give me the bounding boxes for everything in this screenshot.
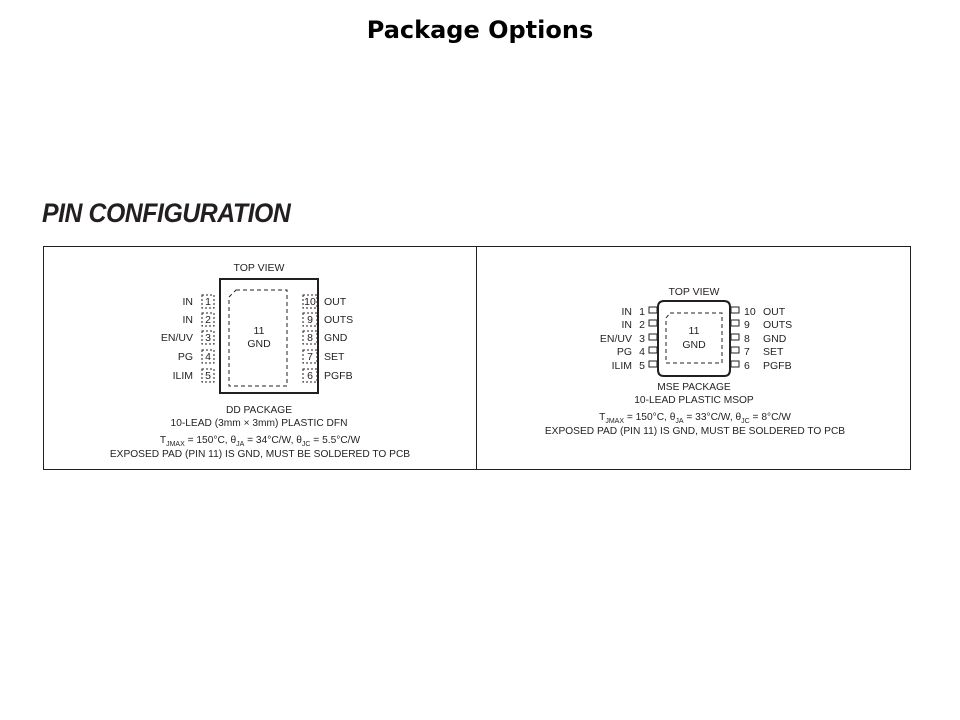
dd-left-pin bbox=[161, 331, 214, 344]
dd-package-description: 10-LEAD (3mm × 3mm) PLASTIC DFN bbox=[170, 418, 348, 429]
dd-top-view-label: TOP VIEW bbox=[233, 262, 285, 274]
dd-pin-name: IN bbox=[182, 314, 193, 326]
mse-pin-name: IN bbox=[621, 319, 632, 331]
mse-left-pin bbox=[612, 360, 657, 372]
dd-pin-name: GND bbox=[324, 332, 348, 344]
dd-pin-name: ILIM bbox=[172, 370, 193, 382]
mse-pin-lead bbox=[649, 307, 657, 313]
dd-right-pin bbox=[303, 313, 353, 326]
mse-package-diagram bbox=[545, 286, 845, 437]
dd-pin-name: OUT bbox=[324, 296, 347, 308]
mse-pin-lead bbox=[649, 320, 657, 326]
mse-pin-number: 6 bbox=[744, 360, 750, 372]
dd-pin-number: 5 bbox=[205, 370, 211, 382]
dd-left-pin bbox=[183, 313, 215, 326]
mse-pin-number: 5 bbox=[639, 360, 645, 372]
mse-pin-name: EN/UV bbox=[599, 333, 632, 345]
mse-pin-name: OUT bbox=[763, 306, 786, 318]
mse-exposed-pad-note: EXPOSED PAD (PIN 11) IS GND, MUST BE SOLDERED TO PCB bbox=[544, 426, 846, 437]
mse-right-pin bbox=[731, 346, 784, 358]
mse-pin-number: 10 bbox=[744, 306, 756, 318]
section-heading: PIN CONFIGURATION bbox=[42, 198, 291, 228]
dd-pin-number: 9 bbox=[307, 314, 313, 326]
mse-pin-number: 1 bbox=[639, 306, 645, 318]
mse-pin-lead bbox=[649, 334, 657, 340]
mse-pad-name: GND bbox=[682, 339, 706, 351]
dd-thermal-specs: $T_{JMAX} = 150^\circ C$, $\theta_{JA} = 34^\circ C/W$, $\theta_{JC} = 5.5^\circ C/W$ bbox=[159, 435, 361, 448]
mse-left-pin bbox=[617, 346, 657, 358]
mse-pin-lead bbox=[649, 361, 657, 367]
mse-right-pin bbox=[731, 333, 787, 345]
dd-pin-number: 2 bbox=[205, 314, 211, 326]
slide-title: Package Options bbox=[366, 16, 594, 44]
mse-pin-name: PGFB bbox=[763, 360, 792, 372]
dd-left-pin bbox=[183, 295, 215, 308]
mse-pin-name: OUTS bbox=[763, 319, 793, 331]
dd-pin-number: 8 bbox=[307, 332, 313, 344]
mse-pin-lead bbox=[649, 347, 657, 353]
mse-pin-number: 4 bbox=[639, 346, 645, 358]
dd-pad-name: GND bbox=[247, 338, 271, 350]
dd-right-pin bbox=[303, 295, 347, 308]
mse-pin-name: ILIM bbox=[611, 360, 632, 372]
dd-pin-name: PG bbox=[177, 351, 193, 363]
mse-thermal-specs: $T_{JMAX} = 150^\circ C$, $\theta_{JA} = 33^\circ C/W$, $\theta_{JC} = 8^\circ C/W$ bbox=[599, 412, 791, 425]
mse-pin-lead bbox=[731, 334, 739, 340]
dd-right-pin bbox=[303, 331, 348, 344]
dd-pin-name: SET bbox=[324, 351, 345, 363]
mse-left-pin bbox=[622, 306, 658, 318]
dd-pad-number: 11 bbox=[253, 325, 265, 337]
mse-pin-lead bbox=[731, 347, 739, 353]
dd-left-pin bbox=[178, 350, 214, 363]
mse-left-pin bbox=[600, 333, 657, 345]
dd-pin-name: IN bbox=[182, 296, 193, 308]
mse-pin-number: 2 bbox=[639, 319, 645, 331]
dd-right-pin bbox=[303, 350, 345, 363]
mse-pin-name: GND bbox=[763, 333, 787, 345]
dd-pin-number: 7 bbox=[307, 351, 313, 363]
mse-pin-lead bbox=[731, 361, 739, 367]
mse-pin-lead bbox=[731, 307, 739, 313]
dd-pin-number: 3 bbox=[205, 332, 211, 344]
dd-exposed-pad-note: EXPOSED PAD (PIN 11) IS GND, MUST BE SOLDERED TO PCB bbox=[109, 449, 411, 460]
mse-pin-name: PG bbox=[616, 346, 632, 358]
mse-right-pin bbox=[731, 306, 786, 318]
mse-exposed-pad-outline bbox=[666, 313, 722, 363]
dd-pin-number: 1 bbox=[205, 296, 211, 308]
dd-pin-name: OUTS bbox=[324, 314, 354, 326]
mse-pin-number: 8 bbox=[744, 333, 750, 345]
mse-top-view-label: TOP VIEW bbox=[668, 286, 720, 298]
mse-pin-number: 9 bbox=[744, 319, 750, 331]
mse-pin-name: SET bbox=[763, 346, 784, 358]
dd-package-name: DD PACKAGE bbox=[225, 405, 293, 416]
dd-pin-number: 6 bbox=[307, 370, 313, 382]
mse-right-pin bbox=[731, 360, 792, 372]
mse-pin-number: 3 bbox=[639, 333, 645, 345]
mse-pin-lead bbox=[731, 320, 739, 326]
dd-right-pin bbox=[303, 369, 353, 382]
dd-pin-number: 4 bbox=[205, 351, 211, 363]
dd-pin-name: PGFB bbox=[324, 370, 353, 382]
mse-pin-name: IN bbox=[621, 306, 632, 318]
dd-pin-number: 10 bbox=[304, 296, 316, 308]
dd-package-diagram bbox=[110, 262, 410, 460]
dd-pin-name: EN/UV bbox=[160, 332, 193, 344]
mse-left-pin bbox=[622, 319, 658, 331]
mse-package-name: MSE PACKAGE bbox=[657, 382, 731, 393]
dd-left-pin bbox=[173, 369, 214, 382]
mse-pin-number: 7 bbox=[744, 346, 750, 358]
mse-package-description: 10-LEAD PLASTIC MSOP bbox=[634, 395, 754, 406]
mse-pad-number: 11 bbox=[688, 325, 700, 337]
mse-right-pin bbox=[731, 319, 792, 331]
